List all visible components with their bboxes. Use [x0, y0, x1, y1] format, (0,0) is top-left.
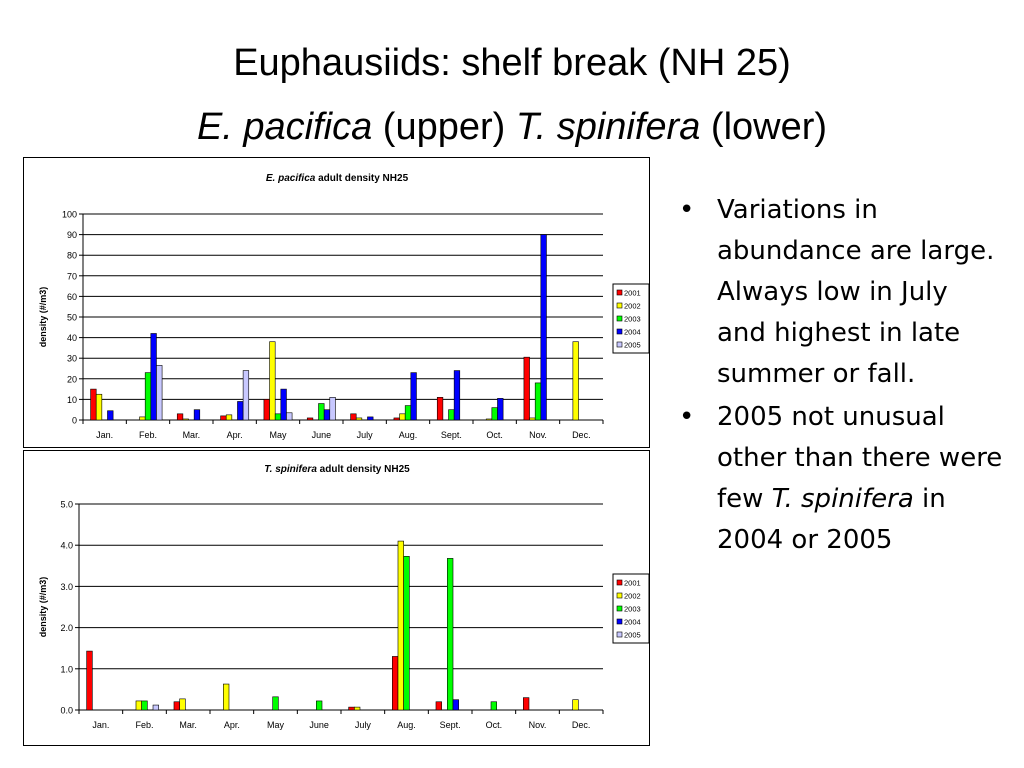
y-axis-label: density (#/m3): [38, 286, 48, 348]
bar-2001-apr: [221, 416, 227, 420]
subtitle-end: (lower): [700, 106, 828, 148]
chart-t-spinifera: [23, 450, 650, 746]
legend-label-2005: 2005: [624, 340, 641, 350]
subtitle-species-1: E. pacifica: [196, 106, 373, 148]
bar-2003-nov: [535, 383, 541, 420]
bar-2004-july: [367, 417, 373, 420]
bar-2002-oct: [486, 419, 492, 420]
subtitle-species-2: T. spinifera: [515, 106, 701, 148]
y-tick-label: 4.0: [60, 540, 73, 551]
x-tick-label: Aug.: [398, 430, 418, 440]
x-tick-label: July: [356, 430, 373, 440]
x-tick-label: Apr.: [226, 430, 243, 440]
x-tick-label: Aug.: [397, 720, 416, 730]
bar-2004-aug: [411, 373, 417, 420]
bullet-list: [673, 190, 1003, 563]
bar-2002-july: [354, 707, 360, 710]
legend-label-2004: 2004: [624, 327, 641, 337]
bar-2003-oct: [491, 702, 497, 710]
bar-2002-aug: [398, 541, 404, 710]
bar-2003-may: [275, 414, 281, 420]
bar-2002-mar: [183, 419, 189, 420]
y-tick-label: 40: [66, 333, 77, 344]
chart-e-pacifica: [23, 157, 650, 448]
bullet-text: Variations in abundance are large. Always low in July and highest in late summer or fall.: [717, 195, 995, 389]
bar-2002-feb: [140, 417, 146, 420]
y-tick-label: 50: [66, 312, 77, 323]
subtitle-mid: (upper): [372, 106, 516, 148]
legend-swatch-2005: [617, 632, 622, 637]
bar-2003-sept: [447, 558, 453, 710]
legend-label-2005: 2005: [624, 630, 641, 640]
legend-swatch-2003: [617, 606, 622, 611]
slide-subtitle: [0, 104, 1024, 150]
bar-2002-feb: [136, 701, 142, 710]
chart-title-species: T. spinifera: [264, 464, 317, 475]
x-tick-label: June: [311, 430, 332, 440]
chart-title-rest: adult density NH25: [315, 173, 409, 184]
bar-2001-nov: [523, 698, 529, 710]
bar-2002-dec: [573, 700, 579, 710]
bar-2001-may: [264, 399, 270, 420]
bullet-text-after: in 2004 or 2005: [717, 484, 946, 555]
bar-2001-july: [349, 707, 355, 710]
bullet-text-italic: T. spinifera: [771, 484, 914, 514]
legend-swatch-2002: [617, 303, 622, 308]
bar-2003-aug: [404, 556, 410, 710]
legend-label-2001: 2001: [624, 578, 641, 588]
x-tick-label: Nov.: [529, 430, 547, 440]
bar-2001-mar: [174, 702, 180, 710]
legend-swatch-2002: [617, 593, 622, 598]
y-tick-label: 90: [66, 230, 77, 241]
bar-2001-jan: [91, 389, 97, 420]
x-tick-label: July: [354, 720, 371, 730]
bar-2004-feb: [151, 333, 157, 420]
bar-2005-feb: [156, 365, 162, 420]
x-tick-label: Mar.: [182, 430, 201, 440]
y-tick-label: 70: [66, 271, 77, 282]
legend-label-2004: 2004: [624, 617, 641, 627]
x-tick-label: Sept.: [440, 430, 462, 440]
x-tick-label: Feb.: [138, 430, 158, 440]
bar-2001-sept: [437, 397, 443, 420]
bar-2005-may: [286, 413, 292, 420]
x-tick-label: Dec.: [572, 430, 591, 440]
bar-2004-apr: [237, 401, 243, 420]
slide-title: Euphausiids: shelf break (NH 25): [233, 42, 791, 84]
bar-2001-aug: [392, 656, 398, 710]
x-tick-label: Oct.: [485, 720, 503, 730]
x-tick-label: Mar.: [179, 720, 197, 730]
bar-2003-aug: [405, 406, 411, 420]
legend-label-2001: 2001: [624, 288, 641, 298]
bar-2005-june: [330, 397, 336, 420]
bar-2002-mar: [180, 699, 186, 710]
bar-2001-sept: [436, 702, 442, 710]
y-tick-label: 2.0: [60, 623, 73, 634]
y-tick-label: 0.0: [60, 705, 73, 716]
bullet-icon: •: [679, 195, 695, 225]
bar-2002-july: [356, 418, 362, 420]
x-tick-label: Oct.: [486, 430, 503, 440]
bullet-item: [673, 397, 1003, 561]
legend-swatch-2005: [617, 342, 622, 347]
bar-2002-nov: [530, 418, 536, 420]
bar-2001-nov: [524, 357, 530, 420]
x-tick-label: Nov.: [528, 720, 547, 730]
legend-label-2003: 2003: [624, 604, 641, 614]
bar-2003-june: [316, 701, 322, 710]
x-tick-label: May: [269, 430, 287, 440]
y-tick-label: 30: [66, 353, 77, 364]
y-tick-label: 60: [66, 291, 77, 302]
legend-label-2002: 2002: [624, 301, 641, 311]
bar-2001-july: [351, 414, 357, 420]
bar-2005-apr: [243, 371, 249, 420]
legend-swatch-2004: [617, 619, 622, 624]
bar-2003-may: [273, 697, 279, 710]
y-tick-label: 100: [61, 209, 77, 220]
bar-2004-jan: [107, 411, 113, 420]
bullet-icon: •: [679, 402, 695, 432]
bar-2003-feb: [145, 373, 151, 420]
bar-2002-jan: [96, 394, 102, 420]
bar-2003-sept: [449, 410, 455, 420]
bar-2003-oct: [492, 408, 498, 420]
bar-2001-june: [307, 418, 313, 420]
legend-swatch-2001: [617, 580, 622, 585]
x-tick-label: June: [309, 720, 329, 730]
bar-2002-apr: [223, 684, 229, 710]
y-tick-label: 1.0: [60, 664, 73, 675]
y-tick-label: 20: [66, 374, 77, 385]
legend-swatch-2003: [617, 316, 622, 321]
bar-2003-feb: [142, 701, 148, 710]
bar-2004-mar: [194, 410, 200, 420]
chart-title: [266, 173, 409, 184]
x-tick-label: Jan.: [96, 430, 114, 440]
bar-2003-june: [319, 404, 325, 420]
y-tick-label: 80: [66, 250, 77, 261]
bar-2004-sept: [453, 700, 459, 710]
x-tick-label: Sept.: [439, 720, 461, 730]
x-tick-label: Apr.: [223, 720, 240, 730]
bar-2004-sept: [454, 371, 460, 420]
bar-2002-may: [270, 342, 276, 420]
legend-swatch-2004: [617, 329, 622, 334]
bar-2001-mar: [177, 414, 183, 420]
bar-2005-feb: [153, 705, 159, 710]
legend-label-2002: 2002: [624, 591, 641, 601]
bullet-item: [673, 190, 1003, 395]
bar-2002-apr: [226, 415, 232, 420]
bar-2004-may: [281, 389, 287, 420]
y-tick-label: 0: [71, 415, 77, 426]
bar-2001-jan: [87, 651, 93, 710]
x-tick-label: Jan.: [92, 720, 110, 730]
x-tick-label: Dec.: [571, 720, 591, 730]
bar-2004-oct: [497, 398, 503, 420]
chart-e-pacifica-svg: [24, 158, 651, 449]
bar-2002-dec: [573, 342, 579, 420]
bullet-text-before: 2005 not unusual other than there were few: [717, 402, 1003, 514]
legend-swatch-2001: [617, 290, 622, 295]
chart-title-rest: adult density NH25: [316, 464, 410, 475]
chart-t-spinifera-svg: [24, 451, 651, 747]
y-tick-label: 5.0: [60, 499, 73, 510]
bar-2004-june: [324, 410, 330, 420]
x-tick-label: Feb.: [135, 720, 154, 730]
y-axis-label: density (#/m3): [38, 576, 48, 638]
y-tick-label: 3.0: [60, 581, 73, 592]
legend-label-2003: 2003: [624, 314, 641, 324]
bar-2001-aug: [394, 418, 400, 420]
chart-title-species: E. pacifica: [265, 173, 316, 184]
x-tick-label: May: [266, 720, 285, 730]
y-tick-label: 10: [66, 394, 77, 405]
bar-2004-nov: [541, 235, 547, 420]
chart-title: [264, 464, 410, 475]
bar-2002-aug: [400, 414, 406, 420]
